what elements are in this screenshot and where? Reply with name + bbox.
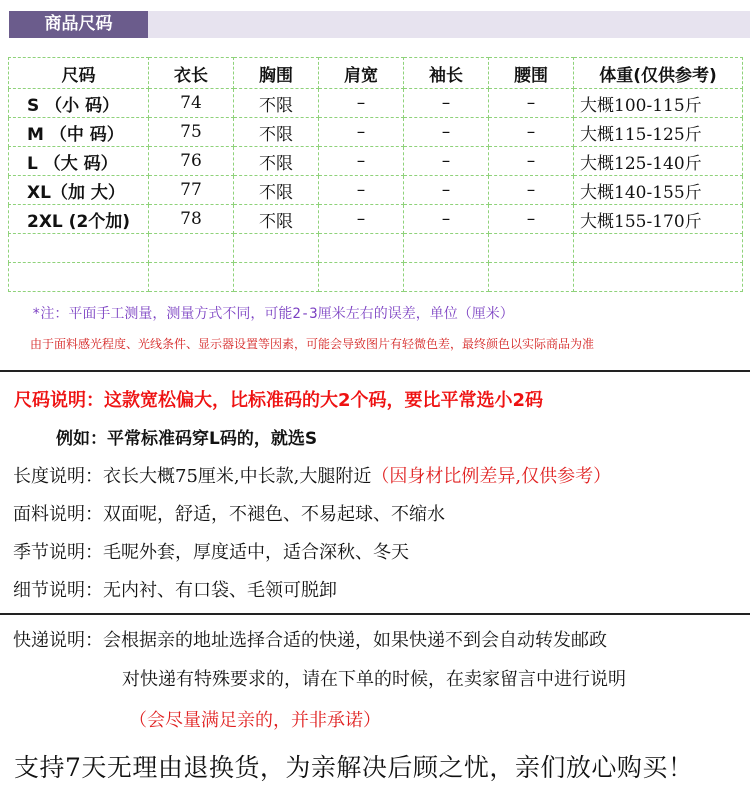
weight-cell: 大概100-115斤 (574, 89, 743, 118)
table-row-empty (9, 234, 743, 263)
weight-cell: 大概155-170斤 (574, 205, 743, 234)
color-note: 由于面料感光程度、光线条件、显示器设置等因素，可能会导致图片有轻微色差，最终颜色以实际商品为准 (30, 337, 595, 351)
length-disclaimer: （因身材比例差异,仅供参考） (371, 466, 612, 487)
chest-cell: 不限 (234, 205, 319, 234)
shipping-promise: （会尽量满足亲的，并非承诺） (129, 710, 381, 731)
shipping-description: 快递说明：会根据亲的地址选择合适的快递，如果快递不到会自动转发邮政 (13, 630, 607, 651)
chest-cell: 不限 (234, 118, 319, 147)
header-bar (9, 11, 750, 38)
table-header-row (9, 58, 743, 89)
sleeve-cell: – (404, 205, 489, 234)
size-cell: 2XL (2个加) (9, 205, 149, 234)
waist-cell: – (489, 89, 574, 118)
chest-cell: 不限 (234, 176, 319, 205)
weight-cell: 大概115-125斤 (574, 118, 743, 147)
length-cell: 76 (149, 147, 234, 176)
size-cell: M （中 码） (9, 118, 149, 147)
table-row (9, 176, 743, 205)
size-example: 例如：平常标准码穿L码的，就选S (56, 429, 318, 449)
col-header-waist: 腰围 (489, 58, 574, 89)
col-header-size: 尺码 (9, 58, 149, 89)
shoulder-cell: – (319, 89, 404, 118)
size-cell: XL（加 大） (9, 176, 149, 205)
chest-cell: 不限 (234, 147, 319, 176)
length-cell: 74 (149, 89, 234, 118)
chest-cell: 不限 (234, 89, 319, 118)
col-header-sleeve: 袖长 (404, 58, 489, 89)
fabric-description: 面料说明：双面呢，舒适，不褪色、不易起球、不缩水 (13, 504, 445, 525)
weight-cell: 大概125-140斤 (574, 147, 743, 176)
table-row-empty (9, 263, 743, 292)
length-cell: 75 (149, 118, 234, 147)
return-policy: 支持7天无理由退换货，为亲解决后顾之忧，亲们放心购买！ (14, 753, 694, 782)
section-title: 商品尺码 (9, 11, 148, 38)
length-cell: 77 (149, 176, 234, 205)
shoulder-cell: – (319, 147, 404, 176)
col-header-weight: 体重(仅供参考) (574, 58, 743, 89)
sleeve-cell: – (404, 176, 489, 205)
table-row (9, 205, 743, 234)
shoulder-cell: – (319, 176, 404, 205)
divider (0, 370, 750, 372)
divider (0, 613, 750, 615)
measurement-note: *注：平面手工测量，测量方式不同，可能2-3厘米左右的误差，单位（厘米） (32, 306, 514, 322)
sleeve-cell: – (404, 118, 489, 147)
size-cell: S （小 码） (9, 89, 149, 118)
size-advice: 尺码说明：这款宽松偏大，比标准码的大2个码，要比平常选小2码 (14, 390, 544, 411)
col-header-shoulder: 肩宽 (319, 58, 404, 89)
length-description (13, 462, 611, 488)
shoulder-cell: – (319, 118, 404, 147)
shoulder-cell: – (319, 205, 404, 234)
waist-cell: – (489, 147, 574, 176)
size-cell: L （大 码） (9, 147, 149, 176)
col-header-length: 衣长 (149, 58, 234, 89)
table-row (9, 118, 743, 147)
season-description: 季节说明：毛呢外套，厚度适中，适合深秋、冬天 (13, 542, 409, 563)
waist-cell: – (489, 118, 574, 147)
weight-cell: 大概140-155斤 (574, 176, 743, 205)
length-text: 长度说明：衣长大概75厘米,中长款,大腿附近 (13, 466, 372, 487)
shipping-request: 对快递有特殊要求的，请在下单的时候，在卖家留言中进行说明 (122, 669, 626, 690)
table-row (9, 147, 743, 176)
length-cell: 78 (149, 205, 234, 234)
col-header-chest: 胸围 (234, 58, 319, 89)
detail-description: 细节说明：无内衬、有口袋、毛领可脱卸 (13, 580, 337, 601)
sleeve-cell: – (404, 147, 489, 176)
waist-cell: – (489, 205, 574, 234)
sleeve-cell: – (404, 89, 489, 118)
table-row (9, 89, 743, 118)
waist-cell: – (489, 176, 574, 205)
size-table (8, 57, 743, 292)
